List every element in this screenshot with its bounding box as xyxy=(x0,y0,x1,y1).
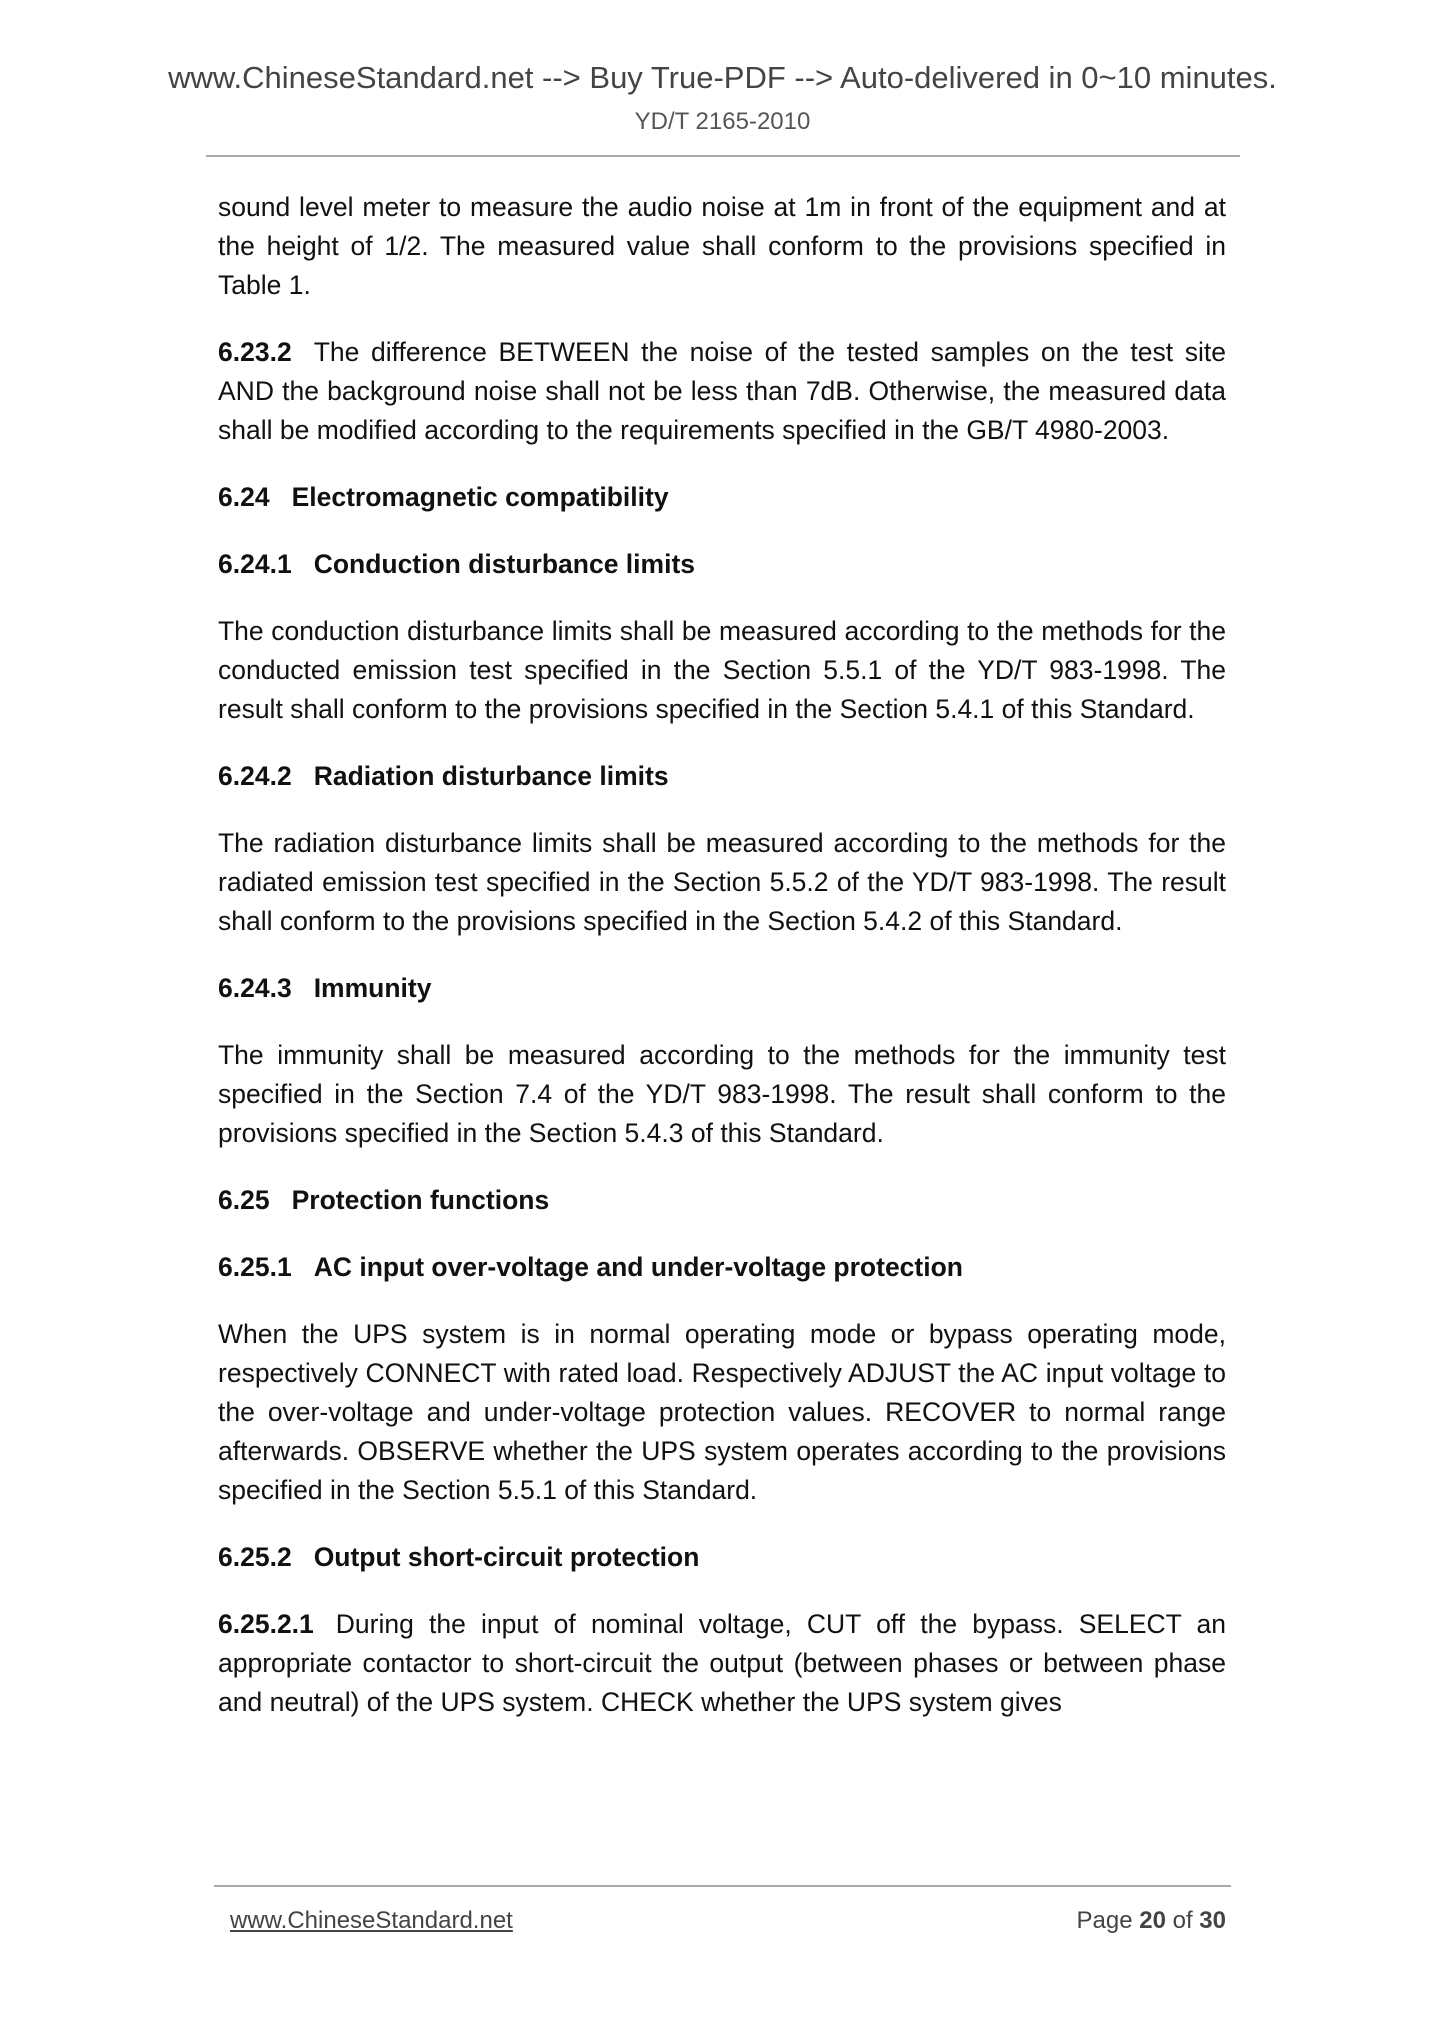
page-number xyxy=(1077,1907,1227,1935)
paragraph-text: The difference BETWEEN the noise of the tested samples on the test site AND the background noise shall not be less than 7dB. Otherwise, the measured data shall be modified according to the requirements specified in the GB/T 4980-2003. xyxy=(218,337,1226,445)
footer-link[interactable]: www.ChineseStandard.net xyxy=(230,1907,513,1934)
section-number: 6.25.1 xyxy=(218,1252,292,1282)
page-current: 20 xyxy=(1139,1907,1166,1934)
heading-text: Protection functions xyxy=(291,1185,550,1215)
paragraph xyxy=(218,1036,1226,1153)
section-number: 6.23.2 xyxy=(218,337,292,367)
page-label: Page xyxy=(1076,1907,1133,1934)
heading-text: AC input over-voltage and under-voltage protection xyxy=(313,1252,963,1282)
paragraph xyxy=(218,824,1226,941)
section-heading xyxy=(218,545,1226,584)
header-banner: www.ChineseStandard.net --> Buy True-PDF --> Auto-delivered in 0~10 minutes. xyxy=(168,60,1277,95)
paragraph-text: When the UPS system is in normal operating mode or bypass operating mode, respectively CONNECT with rated load. Respectively ADJUST the AC input voltage to the over-voltage and under-voltage protection values. RECOVER to normal range afterwards. OBSERVE whether the UPS system operates according to the provisions specified in the Section 5.5.1 of this Standard. xyxy=(218,1319,1226,1505)
heading-text: Conduction disturbance limits xyxy=(313,549,696,579)
section-number: 6.24.1 xyxy=(218,549,292,579)
heading-text: Immunity xyxy=(313,973,432,1003)
section-heading xyxy=(218,1538,1226,1577)
paragraph-text: sound level meter to measure the audio noise at 1m in front of the equipment and at the height of 1/2. The measured value shall conform to the provisions specified in Table 1. xyxy=(218,192,1226,300)
paragraph xyxy=(218,612,1226,729)
section-number: 6.24.3 xyxy=(218,973,292,1003)
section-heading xyxy=(218,1181,1226,1220)
document-body xyxy=(218,188,1226,1750)
heading-text: Radiation disturbance limits xyxy=(313,761,669,791)
page-total: 30 xyxy=(1199,1907,1226,1934)
section-number: 6.25.2 xyxy=(218,1542,292,1572)
header-divider xyxy=(206,155,1240,157)
section-heading xyxy=(218,757,1226,796)
section-number: 6.24.2 xyxy=(218,761,292,791)
section-number: 6.25.2.1 xyxy=(218,1609,314,1639)
section-heading xyxy=(218,478,1226,517)
paragraph xyxy=(218,1605,1226,1722)
page-of: of xyxy=(1172,1907,1193,1934)
paragraph-text: The conduction disturbance limits shall be measured according to the methods for the conducted emission test specified in the Section 5.5.1 of the YD/T 983-1998. The result shall conform to the provisions specified in the Section 5.4.1 of this Standard. xyxy=(218,616,1226,724)
paragraph xyxy=(218,188,1226,305)
standard-code: YD/T 2165-2010 xyxy=(634,108,811,135)
section-heading xyxy=(218,1248,1226,1287)
paragraph-text: The radiation disturbance limits shall be measured according to the methods for the radiated emission test specified in the Section 5.5.2 of the YD/T 983-1998. The result shall conform to the provisions specified in the Section 5.4.2 of this Standard. xyxy=(218,828,1226,936)
paragraph xyxy=(218,333,1226,450)
heading-text: Electromagnetic compatibility xyxy=(291,482,669,512)
section-number: 6.24 xyxy=(218,482,270,512)
footer-divider xyxy=(214,1885,1231,1887)
paragraph-text: The immunity shall be measured according to the methods for the immunity test specified in the Section 7.4 of the YD/T 983-1998. The result shall conform to the provisions specified in the Section 5.4.3 of this Standard. xyxy=(218,1040,1226,1148)
paragraph-text: During the input of nominal voltage, CUT off the bypass. SELECT an appropriate contactor to short-circuit the output (between phases or between phase and neutral) of the UPS system. CHECK whether the UPS system gives xyxy=(218,1609,1226,1717)
paragraph xyxy=(218,1315,1226,1510)
heading-text: Output short-circuit protection xyxy=(313,1542,700,1572)
section-number: 6.25 xyxy=(218,1185,270,1215)
section-heading xyxy=(218,969,1226,1008)
